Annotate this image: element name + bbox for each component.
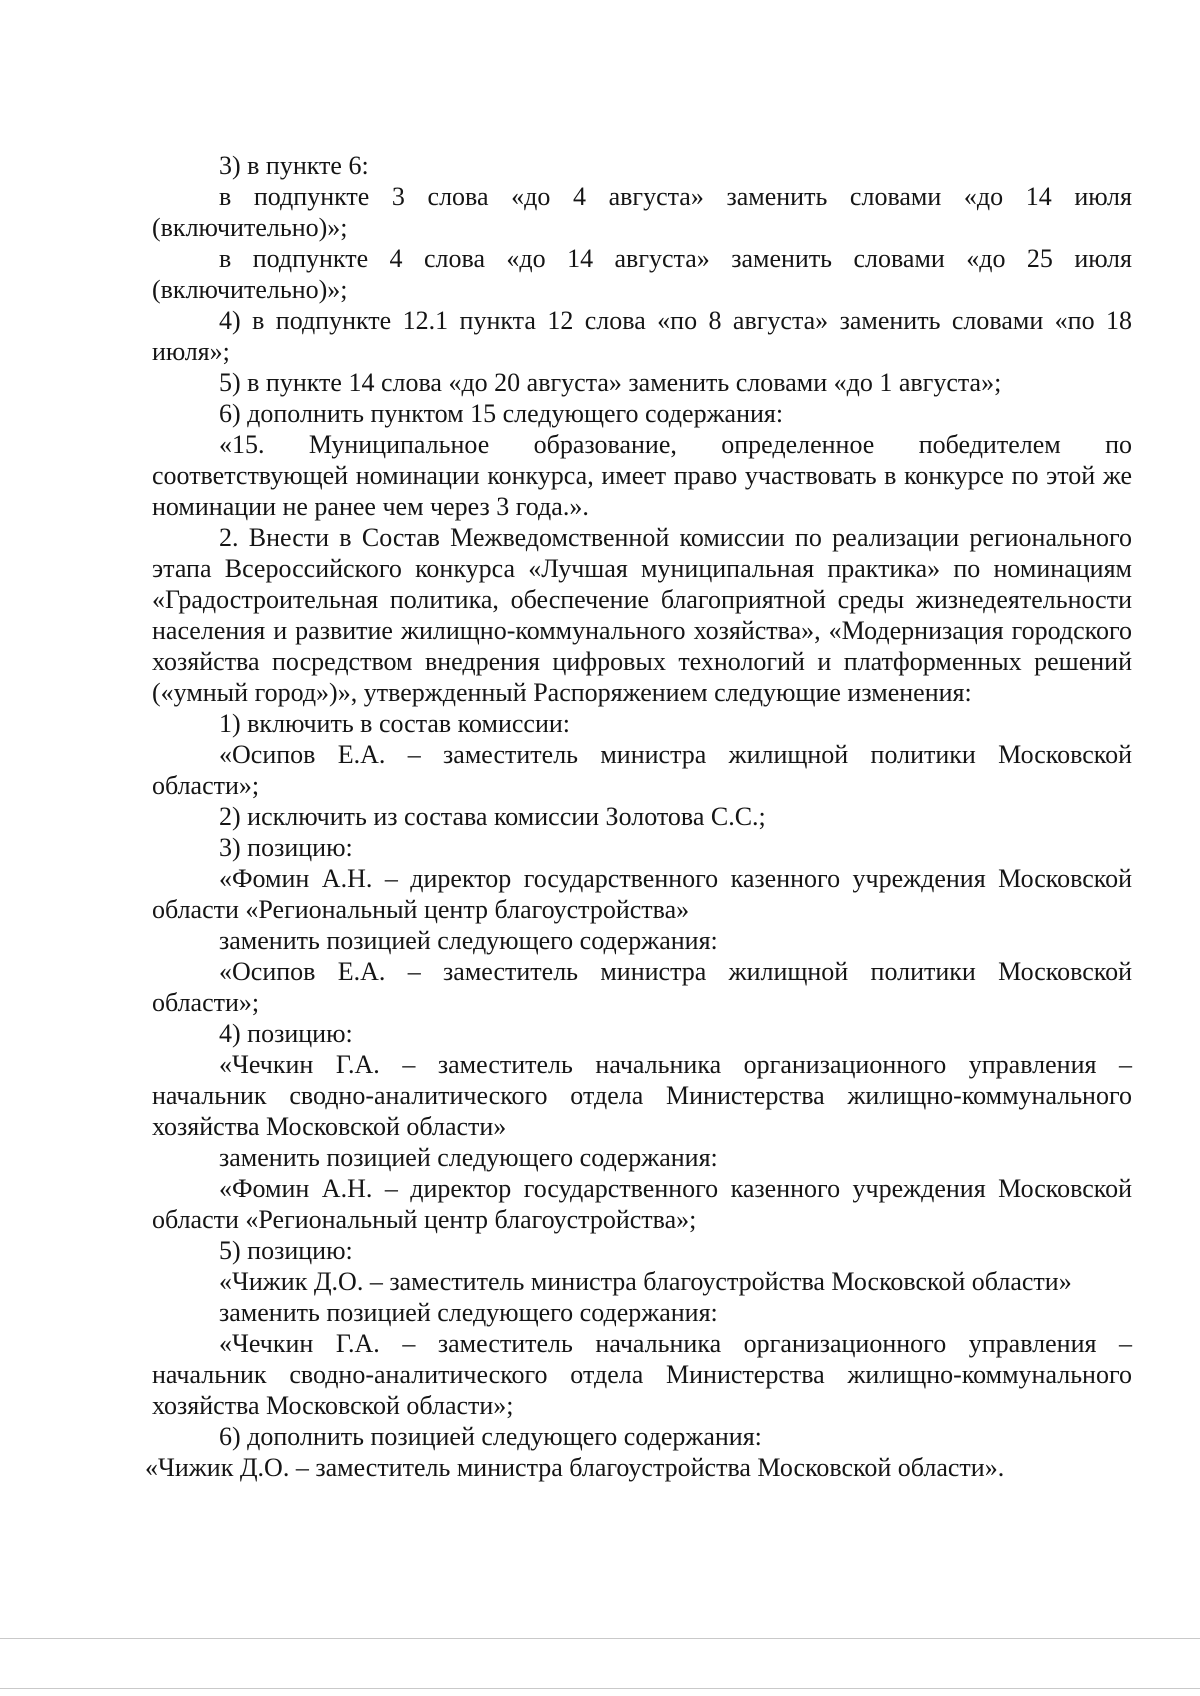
scan-edge-line-bottom (0, 1688, 1200, 1689)
paragraph: 5) в пункте 14 слова «до 20 августа» заменить словами «до 1 августа»; (219, 368, 1002, 397)
document-body (145, 150, 1132, 1483)
paragraph: «Чечкин Г.А. – заместитель начальника организационного управления – начальник сводно-аналитического отдела Министерства жилищно-коммунального хозяйства Московской области» (152, 1050, 1132, 1141)
paragraph: «Осипов Е.А. – заместитель министра жилищной политики Московской области»; (152, 957, 1132, 1017)
scan-edge-line-top (0, 1638, 1200, 1639)
paragraph: 3) в пункте 6: (219, 151, 369, 180)
paragraph: «Чижик Д.О. – заместитель министра благоустройства Московской области» (219, 1267, 1072, 1296)
paragraph: в подпункте 3 слова «до 4 августа» заменить словами «до 14 июля (включительно)»; (152, 182, 1132, 242)
paragraph: 2. Внести в Состав Межведомственной комиссии по реализации регионального этапа Всероссийского конкурса «Лучшая муниципальная практика» по номинациям «Градостроительная политика, обеспечение благоприятной среды жизнедеятельности населения и развитие жилищно-коммунального хозяйства», «Модернизация городского хозяйства посредством внедрения цифровых технологий и платформенных решений («умный город»)», утвержденный Распоряжением следующие изменения: (152, 523, 1132, 707)
paragraph: заменить позицией следующего содержания: (219, 1298, 718, 1327)
paragraph: 4) в подпункте 12.1 пункта 12 слова «по 8 августа» заменить словами «по 18 июля»; (152, 306, 1132, 366)
paragraph: 1) включить в состав комиссии: (219, 709, 570, 738)
paragraph: заменить позицией следующего содержания: (219, 926, 718, 955)
paragraph: 2) исключить из состава комиссии Золотова С.С.; (219, 802, 766, 831)
paragraph: «Фомин А.Н. – директор государственного казенного учреждения Московской области «Региональный центр благоустройства»; (152, 1174, 1132, 1234)
paragraph: «Осипов Е.А. – заместитель министра жилищной политики Московской области»; (152, 740, 1132, 800)
paragraph: заменить позицией следующего содержания: (219, 1143, 718, 1172)
paragraph: 6) дополнить пунктом 15 следующего содержания: (219, 399, 784, 428)
paragraph: 4) позицию: (219, 1019, 353, 1048)
paragraph: «15. Муниципальное образование, определенное победителем по соответствующей номинации конкурса, имеет право участвовать в конкурсе по этой же номинации не ранее чем через 3 года.». (152, 430, 1132, 521)
paragraph: в подпункте 4 слова «до 14 августа» заменить словами «до 25 июля (включительно)»; (152, 244, 1132, 304)
paragraph: 6) дополнить позицией следующего содержания: (219, 1422, 762, 1451)
paragraph: 5) позицию: (219, 1236, 353, 1265)
paragraph: «Фомин А.Н. – директор государственного казенного учреждения Московской области «Региональный центр благоустройства» (152, 864, 1132, 924)
paragraph: «Чечкин Г.А. – заместитель начальника организационного управления – начальник сводно-аналитического отдела Министерства жилищно-коммунального хозяйства Московской области»; (152, 1329, 1132, 1420)
paragraph: «Чижик Д.О. – заместитель министра благоустройства Московской области». (145, 1453, 1005, 1482)
paragraph: 3) позицию: (219, 833, 353, 862)
